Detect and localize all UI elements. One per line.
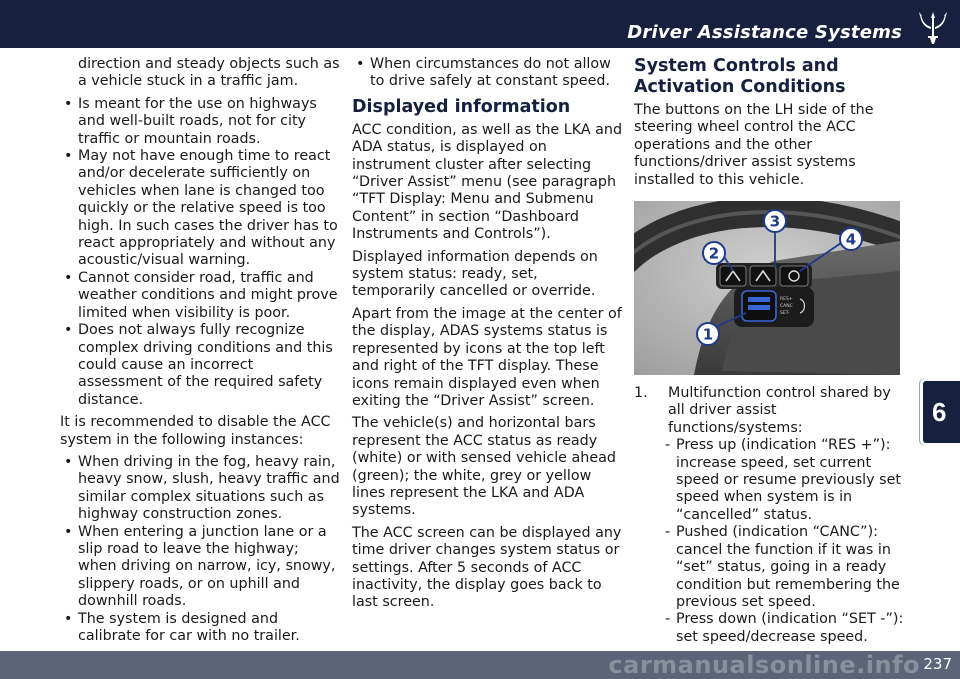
sub-list-item: - Press up (indication “RES +”): increase speed, set current speed or resume previously set speed when system is in “cancelled” status. [665, 437, 901, 523]
figure-callout-4 [840, 228, 862, 250]
right-column [634, 56, 906, 646]
section-heading-displayed-information: Displayed information [352, 96, 571, 117]
watermark: carmanualsonline.info [608, 651, 920, 679]
list-item: • When circumstances do not allow to drive safely at constant speed. [356, 56, 611, 90]
section-heading-system-controls: System Controls and Activation Conditions [634, 56, 846, 97]
chapter-tab[interactable] [920, 378, 960, 446]
intro-paragraph: The buttons on the LH side of the steering wheel control the ACC operations and the other functions/driver assist systems installed to this vehicle. [634, 102, 874, 188]
figure-label-set: SET- [780, 311, 790, 317]
list-item: • Does not always fully recognize complex driving conditions and this could cause an incorrect assessment of the required safety distance. [64, 322, 333, 408]
figure-label-canc: CANC [780, 304, 793, 310]
trident-logo-icon [916, 6, 950, 46]
recommendation-paragraph: It is recommended to disable the ACC system in the following instances: [60, 414, 331, 448]
chapter-number: 6 [932, 397, 947, 427]
page-footer [0, 651, 960, 679]
sub-list-item: - Press down (indication “SET -”): set speed/decrease speed. [665, 611, 904, 645]
list-item: • May not have enough time to react and/or decelerate sufficiently on vehicles when lane is changed too quickly or the relative speed is too high. In such cases the driver has to react appropriately and without any acoustic/visual warning. [64, 148, 338, 269]
steering-wheel-figure [634, 201, 900, 375]
bullet-continuation: direction and steady objects such as a vehicle stuck in a traffic jam. [78, 56, 340, 90]
paragraph: Displayed information depends on system status: ready, set, temporarily cancelled or override. [352, 248, 598, 300]
list-item: • When driving in the fog, heavy rain, heavy snow, slush, heavy traffic and similar complex situations such as highway construction zones. [64, 453, 340, 523]
paragraph: The vehicle(s) and horizontal bars represent the ACC status as ready (white) or with sensed vehicle ahead (green); the white, grey or yellow lines represent the LKA and ADA systems. [352, 415, 616, 519]
middle-column [352, 56, 624, 617]
page-number: 237 [923, 655, 952, 673]
svg-text:3: 3 [769, 212, 781, 231]
svg-text:2: 2 [708, 244, 720, 263]
section-title: Driver Assistance Systems [627, 22, 902, 43]
page-header [0, 0, 960, 48]
steering-wheel-illustration [634, 201, 900, 375]
list-item: • Cannot consider road, traffic and weather conditions and might prove limited when visibility is poor. [64, 269, 338, 321]
list-item: • Is meant for the use on highways and well-built roads, not for city traffic or mountain roads. [64, 95, 317, 147]
numbered-list-item: 1. Multifunction control shared by all driver assist functions/systems: [634, 385, 891, 436]
sub-list-item: - Pushed (indication “CANC”): cancel the function if it was in “set” status, going in a ready condition but remembering the previous set speed. [665, 524, 900, 610]
list-item: • The system is designed and calibrate for car with no trailer. [64, 610, 300, 644]
figure-label-res: RES+ [780, 297, 793, 303]
list-item: • When entering a junction lane or a slip road to leave the highway; when driving on narrow, icy, snowy, slippery roads, or on uphill and downhill roads. [64, 523, 336, 610]
figure-callout-1 [697, 323, 719, 345]
paragraph: ACC condition, as well as the LKA and ADA status, is displayed on instrument cluster after selecting “Driver Assist” menu (see paragraph “TFT Display: Menu and Submenu Content” in section “Dashboard Instruments and Controls”). [352, 121, 623, 243]
figure-callout-2 [703, 242, 725, 264]
figure-callout-3 [764, 210, 786, 232]
svg-text:1: 1 [702, 325, 714, 344]
svg-text:4: 4 [845, 230, 857, 249]
paragraph: Apart from the image at the center of the display, ADAS systems status is represented by icons at the top left and right of the TFT display. These icons remain displayed even when exiting the “Driver Assist” screen. [352, 305, 622, 409]
left-column [60, 56, 340, 645]
paragraph: The ACC screen can be displayed any time driver changes system status or settings. After 5 seconds of ACC inactivity, the display goes back to last screen. [352, 524, 622, 611]
